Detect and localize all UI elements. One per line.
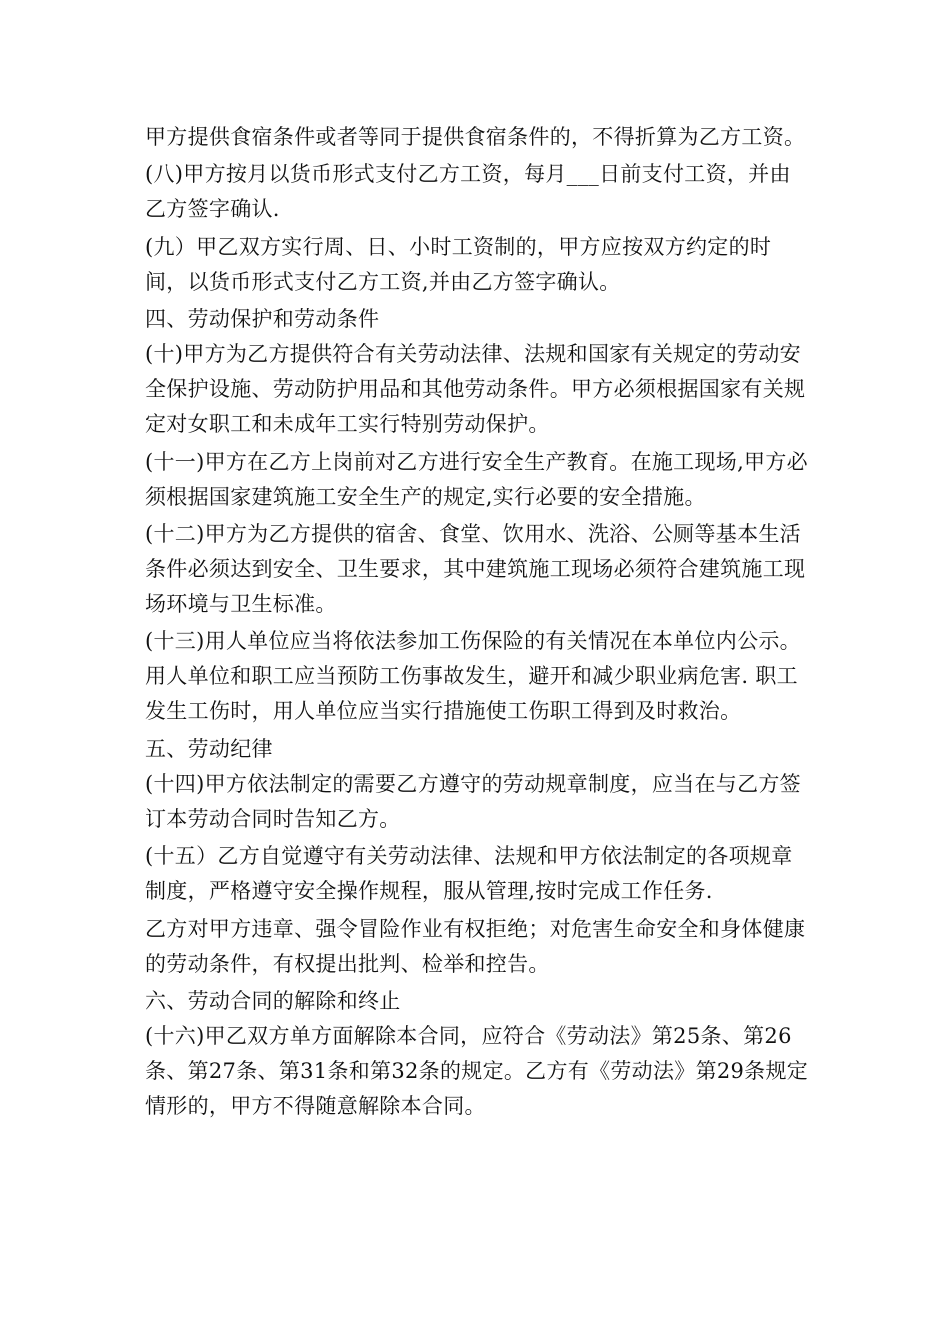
section-heading-6: 六、劳动合同的解除和终止 [145, 988, 401, 1013]
paragraph-clause-8: (八)甲方按月以货币形式支付乙方工资，每月___日前支付工资，并由乙方签字确认. [145, 162, 791, 222]
paragraph-clause-14: (十四)甲方依法制定的需要乙方遵守的劳动规章制度，应当在与乙方签订本劳动合同时告知乙方。 [145, 771, 801, 831]
section-heading-5: 五、劳动纪律 [145, 736, 273, 761]
paragraph-clause-16: (十六)甲乙双方单方面解除本合同，应符合《劳动法》第25条、第26条、第27条、第31条和第32条的规定。乙方有《劳动法》第29条规定情形的，甲方不得随意解除本合同。 [145, 1023, 809, 1118]
document-body [145, 120, 810, 1126]
paragraph-clause-12: (十二)甲方为乙方提供的宿舍、食堂、饮用水、洗浴、公厕等基本生活条件必须达到安全、卫生要求，其中建筑施工现场必须符合建筑施工现场环境与卫生标准。 [145, 521, 806, 616]
section-heading-4: 四、劳动保护和劳动条件 [145, 307, 380, 332]
paragraph-clause-11: (十一)甲方在乙方上岗前对乙方进行安全生产教育。在施工现场,甲方必须根据国家建筑施工安全生产的规定,实行必要的安全措施。 [145, 449, 808, 509]
paragraph-clause-9: (九）甲乙双方实行周、日、小时工资制的，甲方应按双方约定的时间，以货币形式支付乙方工资,并由乙方签字确认。 [145, 234, 772, 294]
paragraph-refusal-right: 乙方对甲方违章、强令冒险作业有权拒绝；对危害生命安全和身体健康的劳动条件，有权提出批判、检举和控告。 [145, 916, 806, 976]
paragraph-clause-15: (十五）乙方自觉遵守有关劳动法律、法规和甲方依法制定的各项规章制度，严格遵守安全操作规程，服从管理,按时完成工作任务. [145, 844, 793, 904]
paragraph-clause-13: (十三)用人单位应当将依法参加工伤保险的有关情况在本单位内公示。用人单位和职工应当预防工伤事故发生，避开和减少职业病危害. 职工发生工伤时，用人单位应当实行措施使工伤职工得到及时救治。 [145, 629, 801, 724]
paragraph-clause-10: (十)甲方为乙方提供符合有关劳动法律、法规和国家有关规定的劳动安全保护设施、劳动防护用品和其他劳动条件。甲方必须根据国家有关规定对女职工和未成年工实行特别劳动保护。 [145, 342, 806, 437]
paragraph-meal-lodging: 甲方提供食宿条件或者等同于提供食宿条件的，不得折算为乙方工资。 [145, 125, 806, 149]
